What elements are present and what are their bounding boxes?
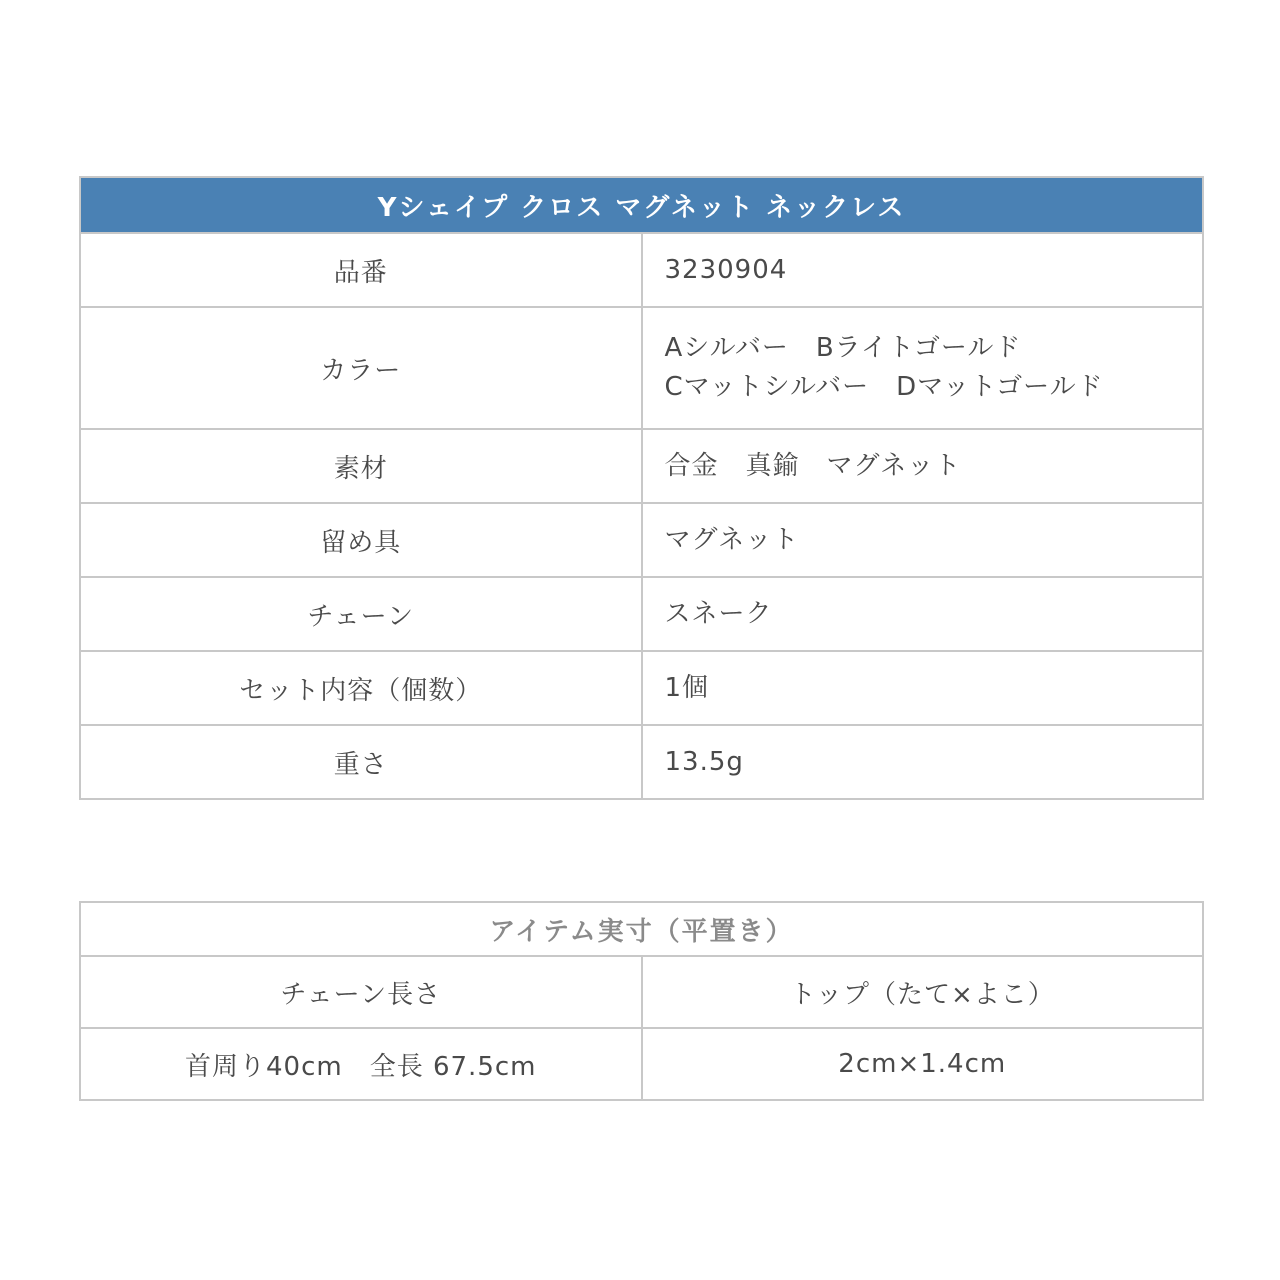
spec-value-line: マグネット xyxy=(664,524,800,555)
size-header-row xyxy=(80,956,1203,1028)
spec-value-line: 3230904 xyxy=(664,254,788,285)
spec-value-line: スネーク xyxy=(664,598,773,629)
product-spec-table xyxy=(79,176,1204,800)
spec-label-chain: チェーン xyxy=(80,577,642,651)
product-title: Yシェイプ クロス マグネット ネックレス xyxy=(80,177,1203,233)
spec-value-chain xyxy=(642,577,1204,651)
size-header-chain-length: チェーン長さ xyxy=(80,956,642,1028)
spec-row-set-contents xyxy=(80,651,1203,725)
spec-value-item-number xyxy=(642,233,1204,307)
size-table-title: アイテム実寸（平置き） xyxy=(80,902,1203,956)
spec-value-weight xyxy=(642,725,1204,799)
spec-value-clasp xyxy=(642,503,1204,577)
spec-row-weight xyxy=(80,725,1203,799)
size-header-top-dimensions: トップ（たて×よこ） xyxy=(642,956,1204,1028)
spec-row-item-number xyxy=(80,233,1203,307)
spec-value-line: 1個 xyxy=(664,672,710,703)
spec-label-weight: 重さ xyxy=(80,725,642,799)
spec-label-material: 素材 xyxy=(80,429,642,503)
spec-label-set-contents: セット内容（個数） xyxy=(80,651,642,725)
size-value-top-dimensions: 2cm×1.4cm xyxy=(642,1028,1204,1100)
size-value-row xyxy=(80,1028,1203,1100)
spec-row-color xyxy=(80,307,1203,429)
spec-row-clasp xyxy=(80,503,1203,577)
spec-value-line: 13.5g xyxy=(664,746,744,777)
spec-value-material xyxy=(642,429,1204,503)
spec-label-item-number: 品番 xyxy=(80,233,642,307)
spec-value-set-contents xyxy=(642,651,1204,725)
spec-value-line: Cマットシルバー Dマットゴールド xyxy=(664,372,1104,402)
spec-row-chain xyxy=(80,577,1203,651)
size-table xyxy=(79,901,1204,1101)
spec-value-line: Aシルバー Bライトゴールド xyxy=(664,333,1022,363)
size-value-chain-length: 首周り40cm 全長 67.5cm xyxy=(80,1028,642,1100)
spec-row-material xyxy=(80,429,1203,503)
spec-value-line: 合金 真鍮 マグネット xyxy=(664,450,962,481)
spec-value-color xyxy=(642,307,1204,429)
spec-label-color: カラー xyxy=(80,307,642,429)
spec-label-clasp: 留め具 xyxy=(80,503,642,577)
